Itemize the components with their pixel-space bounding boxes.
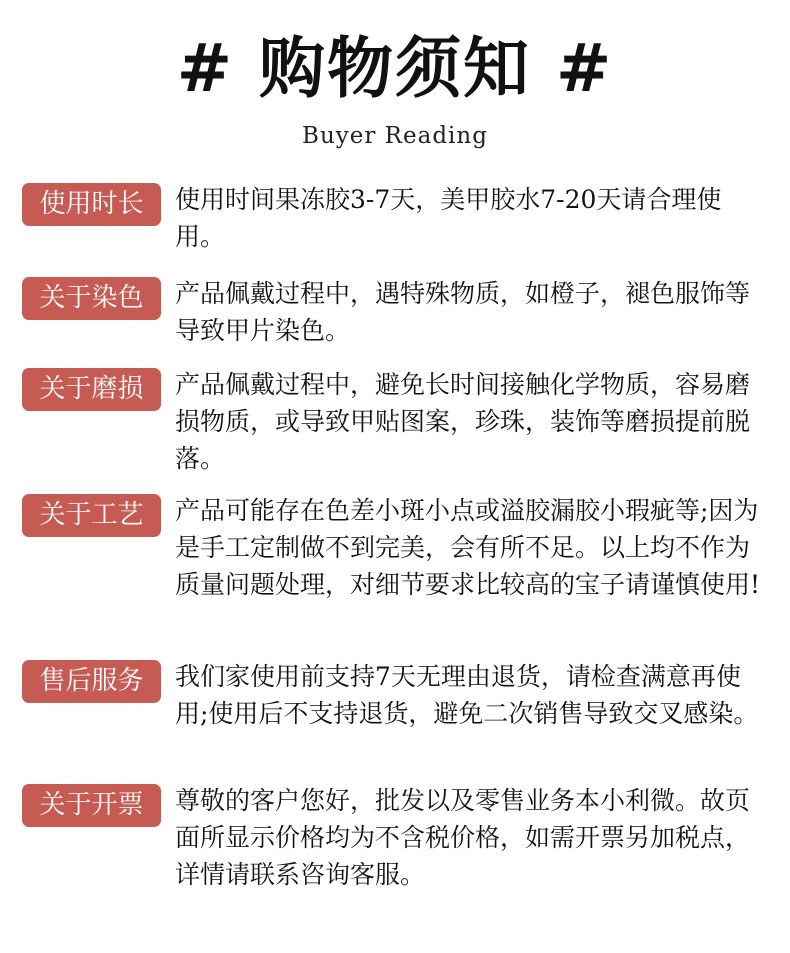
page-subtitle: Buyer Reading [302,123,488,149]
section-text: 产品佩戴过程中，避免长时间接触化学物质，容易磨损物质，或导致甲贴图案，珍珠，装饰等磨损提前脱落。 [175,370,751,473]
section-text: 尊敬的客户您好，批发以及零售业务本小利微。故页面所显示价格均为不含税价格，如需开票另加税点，详情请联系咨询客服。 [175,786,751,889]
section-text: 使用时间果冻胶3-7天，美甲胶水7-20天请合理使用。 [175,185,722,251]
section-tag: 关于磨损 [22,368,161,411]
section-tag: 关于开票 [22,784,161,827]
section-text: 产品可能存在色差小斑小点或溢胶漏胶小瑕疵等;因为是手工定制做不到完美，会有所不足。以上均不作为质量问题处理，对细节要求比较高的宝子请谨慎使用! [175,496,761,599]
section-tag: 使用时长 [22,183,161,226]
page-title: # 购物须知 # [176,29,614,107]
section-tag: 关于工艺 [22,494,161,537]
page-header [0,28,790,150]
section-text: 我们家使用前支持7天无理由退货，请检查满意再使用;使用后不支持退货，避免二次销售导致交叉感染。 [175,662,759,728]
section-text: 产品佩戴过程中，遇特殊物质，如橙子，褪色服饰等导致甲片染色。 [175,279,751,345]
section-tag: 关于染色 [22,277,161,320]
section-tag: 售后服务 [22,660,161,703]
